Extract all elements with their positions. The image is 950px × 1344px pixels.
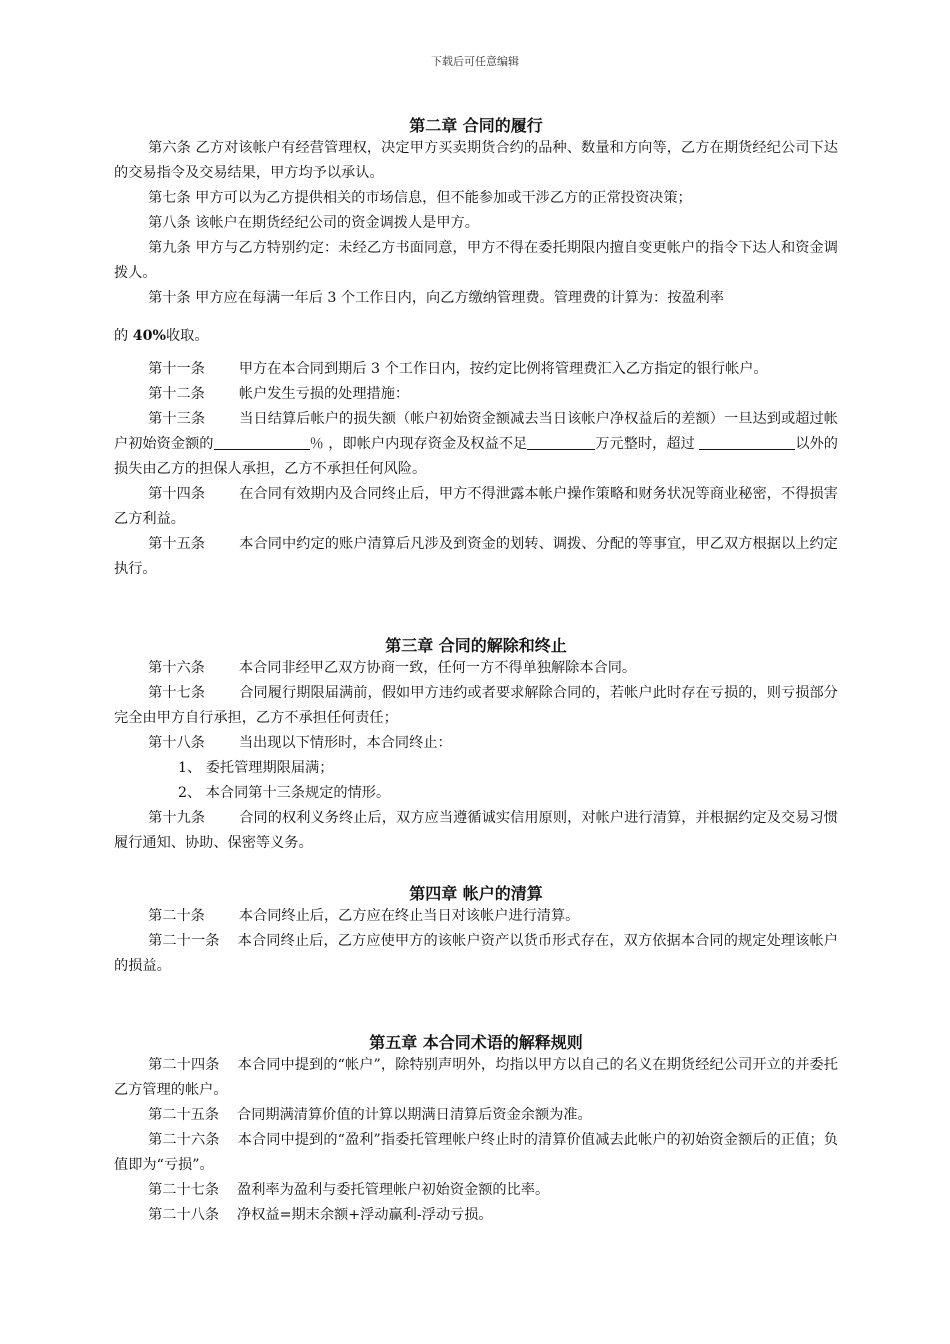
article-17-number: 第十七条: [148, 685, 206, 701]
article-13-text-3: 万元整时，超过: [595, 436, 700, 452]
chapter-3-title: 第三章 合同的解除和终止: [385, 636, 567, 655]
article-20-text: 本合同终止后，乙方应在终止当日对该帐户进行清算。: [238, 908, 580, 924]
article-27-number: 第二十七条: [148, 1182, 220, 1198]
article-24-text: 本合同中提到的“帐户”，除特别声明外，均指以甲方以自己的名义在期货经纪公司开立的并委托乙方管理的帐户。: [114, 1057, 838, 1098]
article-13-text-4: 以外的损失由乙方的担保人承担，乙方不承担任何风险。: [114, 436, 838, 477]
article-11-number: 第十一条: [148, 361, 205, 377]
article-18-text: 当出现以下情形时，本合同终止：: [238, 735, 452, 751]
article-11: [114, 357, 838, 382]
article-27-text: 盈利率为盈利与委托管理帐户初始资金额的比率。: [237, 1182, 550, 1198]
article-14-number: 第十四条: [148, 486, 206, 502]
article-25-number: 第二十五条: [148, 1107, 220, 1123]
article-27: [114, 1178, 838, 1203]
article-14-text: 在合同有效期内及合同终止后，甲方不得泄露本帐户操作策略和财务状况等商业秘密，不得损害乙方利益。: [114, 486, 838, 527]
article-6: 第六条 乙方对该帐户有经营管理权，决定甲方买卖期货合约的品种、数量和方向等，乙方在期货经纪公司下达的交易指令及交易结果，甲方均予以承认。: [114, 140, 838, 181]
article-10-pre: 的: [114, 328, 133, 344]
article-16-text: 本合同非经甲乙双方协商一致，任何一方不得单独解除本合同。: [238, 660, 637, 676]
article-26: [114, 1128, 838, 1178]
article-13: [114, 407, 838, 482]
percent-blank[interactable]: [214, 435, 310, 450]
article-18: [114, 731, 838, 756]
article-26-text: 本合同中提到的“盈利”指委托管理帐户终止时的清算价值减去此帐户的初始资金额后的正值；负值即为“亏损”。: [114, 1132, 838, 1173]
chapter-5-body: [114, 1053, 838, 1228]
chapter-5-title: 第五章 本合同术语的解释规则: [369, 1033, 583, 1052]
article-17: [114, 681, 838, 731]
article-13-text-1: 当日结算后帐户的损失额（帐户初始资金额减去当日该帐户净权益后的差额）一旦达到或超过帐户初始资金额的: [114, 411, 838, 452]
chapter-2-body: [114, 136, 838, 349]
article-17-text: 合同履行期限届满前，假如甲方违约或者要求解除合同的，若帐户此时存在亏损的，则亏损部分完全由甲方自行承担，乙方不承担任何责任；: [114, 685, 838, 726]
article-7: 第七条 甲方可以为乙方提供相关的市场信息，但不能参加或干涉乙方的正常投资决策；: [148, 190, 692, 206]
article-9: 第九条 甲方与乙方特别约定：未经乙方书面同意，甲方不得在委托期限内擅自变更帐户的指令下达人和资金调拨人。: [114, 240, 838, 281]
article-8: 第八条 该帐户在期货经纪公司的资金调拨人是甲方。: [148, 215, 479, 231]
chapter-4-body: [114, 904, 838, 979]
article-16: [114, 656, 838, 681]
article-15-text: 本合同中约定的账户清算后凡涉及到资金的划转、调拨、分配的等事宜，甲乙双方根据以上约定执行。: [114, 536, 838, 577]
article-13-text-2: ％ ，即帐户内现存资金及权益不足: [309, 436, 528, 452]
article-20: [114, 904, 838, 929]
article-12-text: 帐户发生亏损的处理措施：: [238, 386, 410, 402]
article-10-rate: 40%: [132, 328, 166, 344]
article-28-number: 第二十八条: [148, 1207, 220, 1223]
chapter-2-title: 第二章 合同的履行: [409, 116, 543, 135]
article-10-post: 收取。: [165, 328, 209, 344]
chapter-3: [114, 633, 838, 656]
article-19-number: 第十九条: [148, 810, 206, 826]
article-12: [114, 382, 838, 407]
article-25-text: 合同期满清算价值的计算以期满日清算后资金余额为准。: [237, 1107, 592, 1123]
article-24: [114, 1053, 838, 1103]
article-10: 第十条 甲方应在每满一年后 3 个工作日内，向乙方缴纳管理费。管理费的计算为：按盈利率: [148, 290, 724, 306]
article-19: [114, 806, 838, 856]
chapter-5: [114, 1030, 838, 1053]
article-21-number: 第二十一条: [148, 933, 220, 949]
list-item: 2、 本合同第十三条规定的情形。: [178, 785, 391, 801]
chapter-2: [114, 113, 838, 136]
chapter-3-body: [114, 656, 838, 856]
article-14: [114, 482, 838, 532]
article-20-number: 第二十条: [148, 908, 205, 924]
page-header: 下载后可任意编辑: [431, 55, 519, 68]
article-15-number: 第十五条: [148, 536, 206, 552]
article-13-number: 第十三条: [148, 411, 206, 427]
article-24-number: 第二十四条: [148, 1057, 220, 1073]
chapter-4: [114, 881, 838, 904]
article-25: [114, 1103, 838, 1128]
article-10-cont: [114, 324, 838, 349]
chapter-2-body-b: [114, 357, 838, 582]
threshold-blank[interactable]: [699, 435, 795, 450]
article-11-text: 甲方在本合同到期后 3 个工作日内，按约定比例将管理费汇入乙方指定的银行帐户。: [238, 361, 768, 377]
article-16-number: 第十六条: [148, 660, 205, 676]
article-12-number: 第十二条: [148, 386, 205, 402]
chapter-4-title: 第四章 帐户的清算: [409, 884, 543, 903]
list-item: 1、 委托管理期限届满；: [178, 760, 334, 776]
article-19-text: 合同的权利义务终止后，双方应当遵循诚实信用原则，对帐户进行清算，并根据约定及交易习惯履行通知、协助、保密等义务。: [114, 810, 838, 851]
article-28-text: 净权益=期末余额+浮动赢利-浮动亏损。: [237, 1207, 493, 1223]
amount-blank[interactable]: [527, 435, 595, 450]
article-15: [114, 532, 838, 582]
article-21: [114, 929, 838, 979]
article-26-number: 第二十六条: [148, 1132, 220, 1148]
article-21-text: 本合同终止后，乙方应使甲方的该帐户资产以货币形式存在，双方依据本合同的规定处理该帐户的损益。: [114, 933, 838, 974]
article-28: [114, 1203, 838, 1228]
article-18-number: 第十八条: [148, 735, 205, 751]
